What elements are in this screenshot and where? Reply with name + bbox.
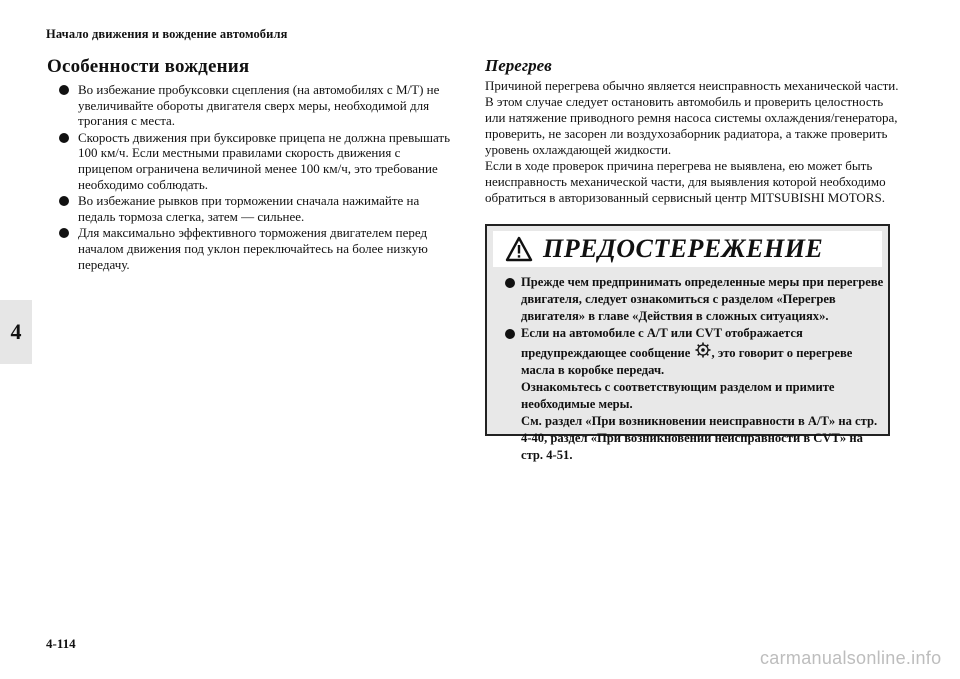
chapter-tab [0,300,32,364]
warning-item-text: Если на автомобиле с A/T или CVT отображается предупреждающее сообщение [521,326,803,360]
bullet-icon [505,329,515,339]
bullet-icon [59,228,69,238]
warning-item-text: См. раздел «При возникновении неисправности в A/T» на стр. 4-40, раздел «При возникновении неисправности в CVT» на стр. 4-51. [521,414,878,462]
warning-item-text: Ознакомьтесь с соответствующим разделом и примите необходимые меры. [521,380,835,411]
warning-item-text: , это говорит о перегреве масла в коробке передач. [521,346,853,377]
driving-features-list [47,82,457,272]
overheating-paragraph-2: Если в ходе проверок причина перегрева не выявлена, ею может быть неисправность механической части, для выявления которой необходимо обратиться в авторизованный сервисный центр MITSUBISHI MOTORS. [485,158,886,205]
warning-triangle-icon [505,236,533,262]
bullet-icon [59,196,69,206]
warning-box [485,224,890,462]
list-item [487,325,884,464]
warning-item-text: Прежде чем предпринимать определенные меры при перегреве двигателя, следует ознакомиться с разделом «Перегрев двигателя» в главе «Действия в сложных ситуациях». [521,275,884,323]
page-number: 4-114 [46,636,76,651]
list-item-text: Скорость движения при буксировке прицепа не должна превышать 100 км/ч. Если местными правилами скорость движения с прицепом ограничена величиной менее 100 км/ч, это требование необходимо соблюдать. [78,129,451,192]
list-item-text: Для максимально эффективного торможения двигателем перед началом движения под уклон переключайтесь на более низкую передачу. [78,225,428,272]
list-item-text: Во избежание пробуксовки сцепления (на автомобилях с М/Т) не увеличивайте обороты двигателя сверх меры, необходимой для трогания с места. [78,82,440,129]
overheating-section [485,56,905,206]
bullet-icon [505,278,515,288]
warning-list [487,274,884,464]
list-item [47,193,457,224]
chapter-header: Начало движения и вождение автомобиля [46,27,288,41]
overheating-subtitle: Перегрев [485,56,552,75]
bullet-icon [59,133,69,143]
list-item [47,225,457,272]
bullet-icon [59,85,69,95]
list-item-text: Во избежание рывков при торможении сначала нажимайте на педаль тормоза слегка, затем — сильнее. [78,193,420,224]
chapter-number: 4 [10,319,22,344]
driving-features-section [47,56,457,273]
transmission-temperature-icon [695,342,711,358]
warning-title: ПРЕДОСТЕРЕЖЕНИЕ [543,234,824,263]
list-item [487,274,884,325]
list-item [47,130,457,192]
warning-header [493,231,882,267]
list-item [47,82,457,129]
section-title: Особенности вождения [47,56,250,77]
overheating-paragraph-1: Причиной перегрева обычно является неисправность механической части. В этом случае следует остановить автомобиль и проверить целостность или натяжение приводного ремня насоса системы охлаждения/генератора, проверить, не засорен ли воздухозаборник радиатора, а также проверить уровень охлаждающей жидкости. [485,78,899,157]
watermark: carmanualsonline.info [760,648,942,668]
